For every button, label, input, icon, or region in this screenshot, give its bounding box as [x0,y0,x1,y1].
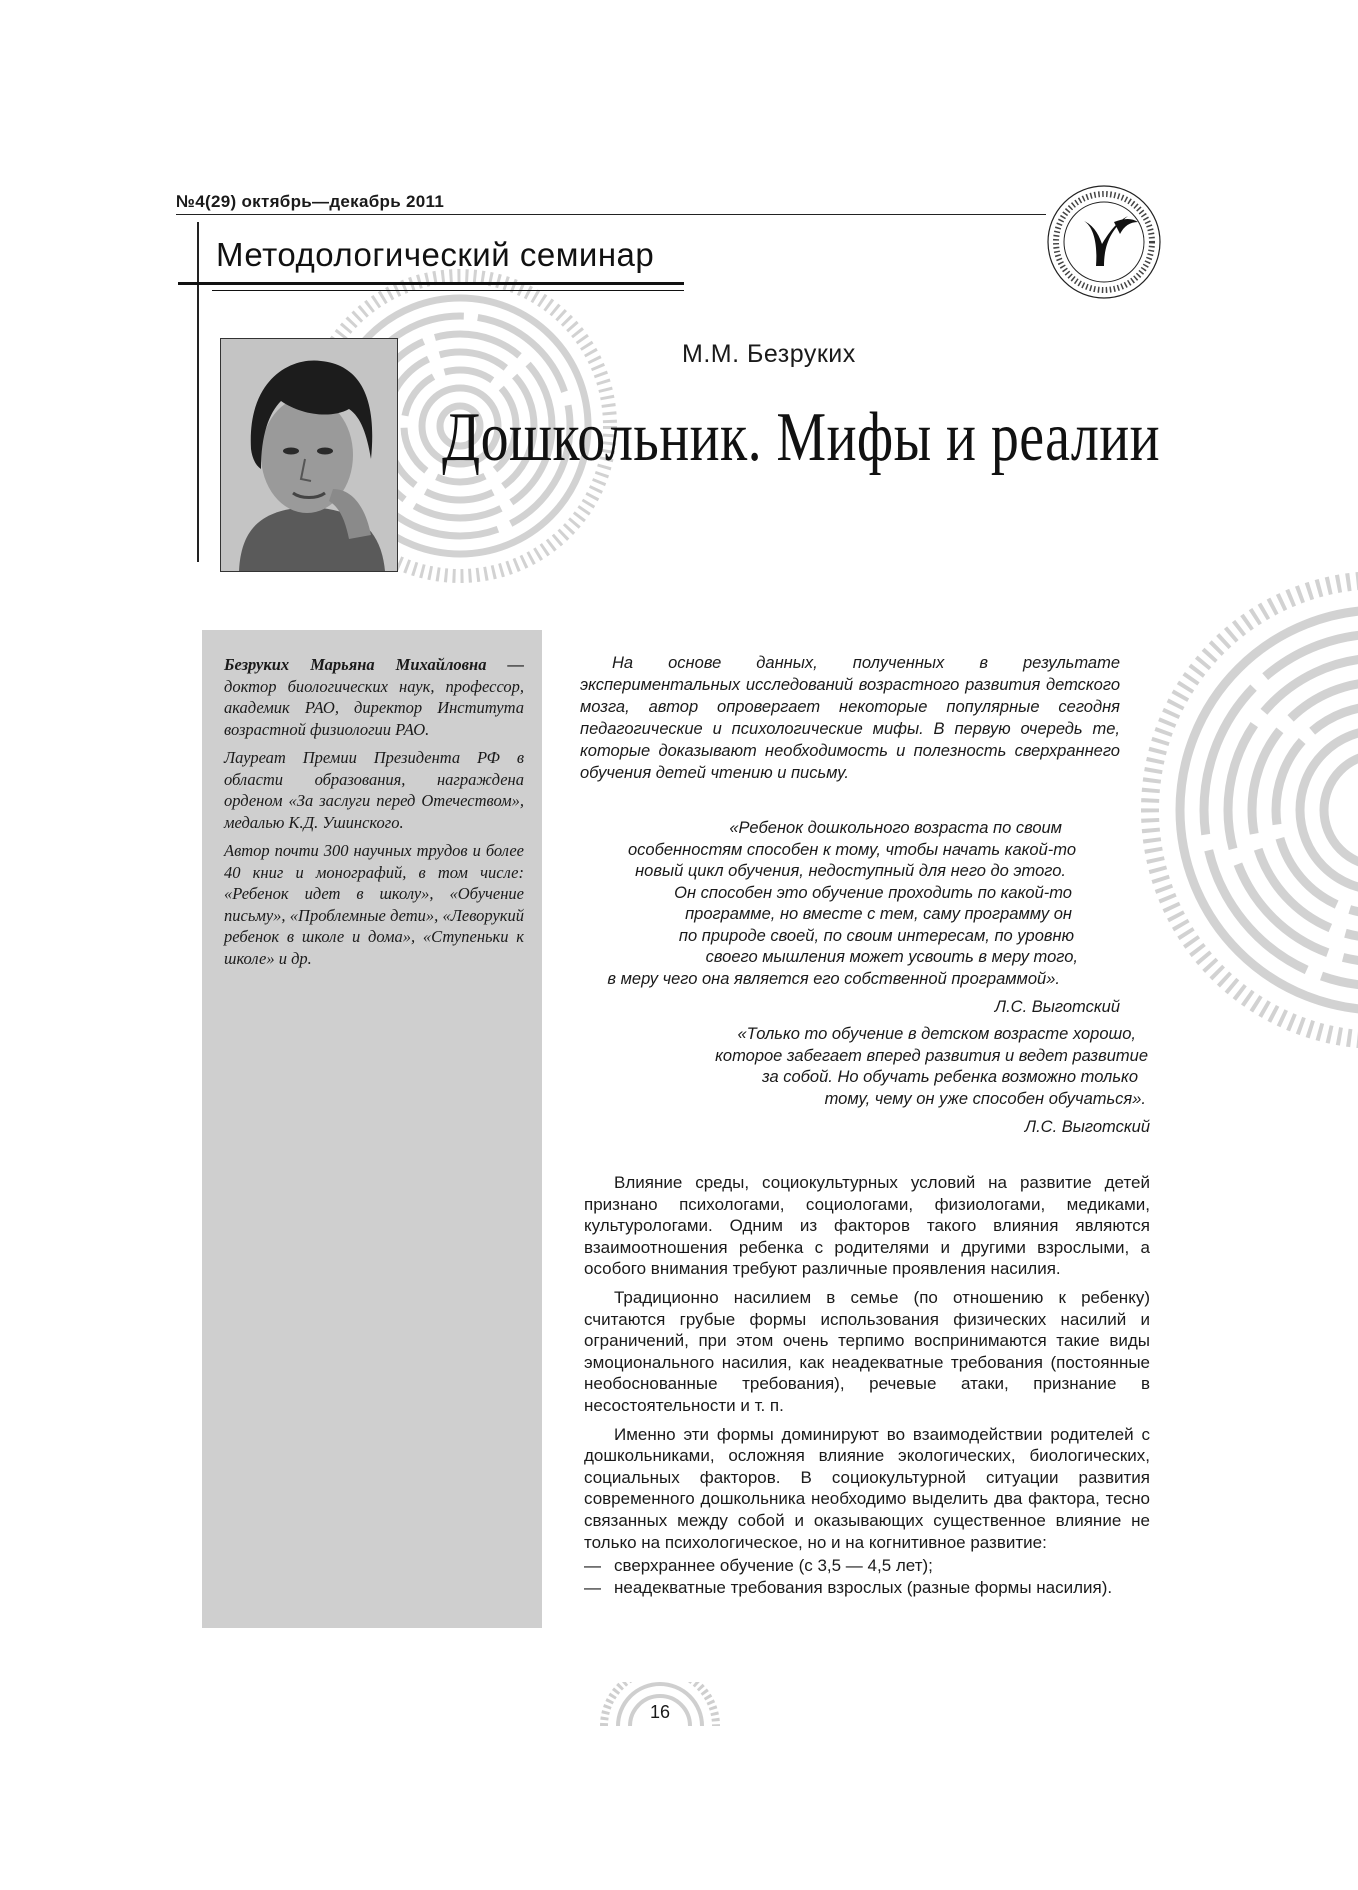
labyrinth-ornament-right [1130,560,1358,1080]
vertical-rule [197,222,199,562]
article-author: М.М. Безруких [682,340,856,368]
bio-works: Автор почти 300 научных трудов и более 40 книг и монографий, в том числе: «Ребенок идет в школу», «Обучение письму», «Проблемные дети», «Леворукий ребенок в школе и дома», «Ступеньки к школе» и др. [224,841,524,968]
section-rule-thin [212,290,684,291]
epigraph-line: за собой. Но обучать ребенка возможно только [761,1068,1138,1086]
epigraph-1 [570,818,1080,990]
epigraph-2 [650,1024,1150,1110]
body-list [584,1555,1150,1598]
section-title: Методологический семинар [216,236,655,273]
journal-logo-icon [1044,182,1164,302]
body-paragraph: Именно эти формы доминируют во взаимодействии родителей с дошкольниками, осложняя влияние экологических, биологических, социальных факторов. В социокультурной ситуации развития современного дошкольника необходимо выделить два фактора, тесно связанных между собой и оказывающих существенное влияние не только на психологическое, но и на когнитивное развитие: [584,1424,1150,1552]
article-title: Дошкольник. Мифы и реалии [442,399,1160,476]
epigraph-2-author: Л.С. Выготский [1024,1118,1150,1136]
epigraph-line: особенностям способен к тому, чтобы начать какой-то [627,840,1076,859]
epigraph-line: программе, но вместе с тем, саму программу он [685,905,1072,923]
page-number: 16 [650,1702,671,1722]
epigraph-line: тому, чему он уже способен обучаться». [824,1089,1146,1108]
bio-award: Лауреат Премии Президента РФ в области образования, награждена орденом «За заслуги перед Отечеством», медалью К.Д. Ушинского. [224,748,524,832]
article-body [584,1172,1150,1598]
epigraph-line: в меру чего она является его собственной программой». [607,969,1060,988]
epigraph-line: по природе своей, по своим интересам, по уровню [678,926,1074,945]
author-photo [220,338,398,572]
epigraph-1-author: Л.С. Выготский [994,998,1120,1016]
bio-name: Безруких Марьяна Михайловна — [224,655,524,674]
epigraph-line: своего мышления может усвоить в меру того, [705,948,1078,966]
bio-text: доктор биологических наук, профессор, академик РАО, директор Института возрастной физиологии РАО. [224,676,524,739]
epigraph-line: новый цикл обучения, недоступный для него до этого. [635,862,1066,880]
epigraph-line: «Ребенок дошкольного возраста по своим [729,819,1062,837]
list-item: — неадекватные требования взрослых (разные формы насилия). [584,1577,1150,1599]
body-paragraph: Традиционно насилием в семье (по отношению к ребенку) считаются грубые формы использования физических насилий и ограничений, при этом очень терпимо воспринимаются такие виды эмоционального насилия, как неадекватные требования (постоянные необоснованные требования), речевые атаки, признание в несостоятельности и т. п. [584,1287,1150,1415]
header-rule [176,214,1046,215]
author-bio-sidebar [202,630,542,1628]
issue-info: №4(29) октябрь—декабрь 2011 [176,192,445,211]
list-item: — сверхраннее обучение (с 3,5 — 4,5 лет); [584,1555,1150,1577]
epigraph-line: «Только то обучение в детском возрасте хорошо, [737,1025,1136,1043]
epigraph-line: которое забегает вперед развития и ведет развитие [715,1046,1148,1065]
section-rule [178,282,684,285]
epigraph-line: Он способен это обучение проходить по какой-то [674,883,1072,902]
article-abstract: На основе данных, полученных в результате экспериментальных исследований возрастного развития детского мозга, автор опровергает некоторые популярные сегодня педагогические и психологические мифы. В первую очередь те, которые доказывают необходимость и полезность сверхраннего обучения детей чтению и письму. [580,654,1120,782]
body-paragraph: Влияние среды, социокультурных условий на развитие детей признано психологами, социологами, физиологами, медиками, культурологами. Одним из факторов такого влияния являются взаимоотношения ребенка с родителями и другими взрослыми, а особого внимания требуют различные проявления насилия. [584,1173,1150,1279]
